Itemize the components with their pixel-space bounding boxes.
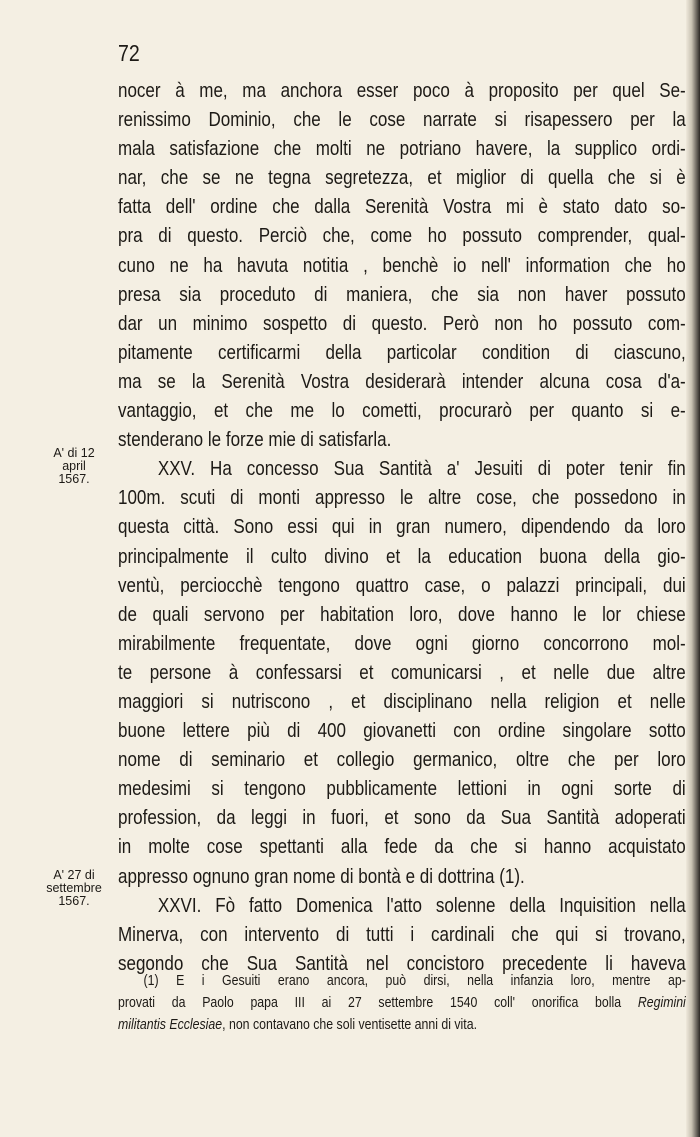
footnote-text: , non contavano che soli ventisette anni di vita. xyxy=(222,1017,478,1033)
margin-note-line: A' 27 di xyxy=(53,868,95,882)
section-heading-xxvi: XXVI. Fò fatto Domenica l'atto solenne della Inquisition nella xyxy=(157,893,686,917)
footnote-text: provati da Paolo papa III ai 27 settembre 1540 coll' onorifica bolla xyxy=(118,995,622,1011)
text-line: buone lettere più di 400 giovanetti con ordine singolare sotto xyxy=(118,719,686,743)
text-line: profession, da leggi in fuori, et sono da Sua Santità adoperati xyxy=(118,806,686,830)
text-line: questa città. Sono essi qui in gran numero, dipendendo da loro xyxy=(118,515,686,539)
footnote-line: (1) E i Gesuiti erano ancora, può dirsi, nella infanzia loro, mentre ap- xyxy=(143,973,686,989)
text-line: nome di seminario et collegio germanico, oltre che per loro xyxy=(118,748,686,772)
text-line: te persone à confessarsi et comunicarsi , et nelle due altre xyxy=(118,660,686,684)
text-line: nar, che se ne tegna segretezza, et miglior di quella che si è xyxy=(118,166,686,190)
margin-note-date-april xyxy=(34,447,114,486)
margin-note-line: 1567. xyxy=(58,894,90,908)
margin-note-line: A' di 12 xyxy=(53,446,95,460)
text-line: in molte cose spettanti alla fede da che si hanno acquistato xyxy=(118,835,686,859)
margin-note-line: settembre xyxy=(46,881,102,895)
text-line: 100m. scuti di monti appresso le altre cose, che possedono in xyxy=(118,486,686,510)
text-line: mirabilmente frequentate, dove ogni giorno concorrono mol- xyxy=(118,631,686,655)
section-heading-xxv: XXV. Ha concesso Sua Santità a' Jesuiti di poter tenir fin xyxy=(157,457,686,481)
text-line: pra di questo. Perciò che, come ho possuto comprender, qual- xyxy=(118,224,686,248)
text-line: pitamente certificarmi della particolar condition di ciascuno, xyxy=(118,340,686,364)
footnote-italic-text: militantis Ecclesiae xyxy=(118,1017,223,1033)
page-number: 72 xyxy=(118,40,140,66)
text-line: nocer à me, ma anchora esser poco à proposito per quel Se- xyxy=(118,79,686,102)
text-line: ventù, perciocchè tengono quattro case, o palazzi principali, dui xyxy=(118,573,686,597)
text-line: vantaggio, et che me lo cometti, procurarò per quanto si e- xyxy=(118,399,686,423)
text-line: dar un minimo sospetto di questo. Però non ho possuto com- xyxy=(118,311,686,335)
text-line: segondo che Sua Santità nel concistoro precedente li haveva xyxy=(118,951,686,975)
footnote-italic-text: Regimini xyxy=(637,995,686,1011)
text-line: maggiori si nutriscono , et disciplinano nella religion et nelle xyxy=(118,689,686,713)
body-text xyxy=(118,76,686,978)
text-line: fatta dell' ordine che dalla Serenità Vostra mi è stato dato so- xyxy=(118,195,686,219)
text-line: appresso ognuno gran nome di bontà e di dottrina (1). xyxy=(118,864,525,888)
text-line: cuno ne ha havuta notitia , benchè io nell' information che ho xyxy=(118,253,686,277)
margin-note-line: april xyxy=(62,459,86,473)
footnote-line xyxy=(118,992,686,1014)
text-line: principalmente il culto divino et la education buona della gio- xyxy=(118,544,686,568)
text-line: stenderano le forze mie di satisfarla. xyxy=(118,428,392,452)
text-line: mala satisfazione che molti ne potriano havere, la supplico ordi- xyxy=(118,137,686,161)
text-line: presa sia proceduto di maniera, che sia non haver possuto xyxy=(118,282,686,306)
footnote xyxy=(118,970,686,1036)
text-line: medesimi si tengono pubblicamente lettioni in ogni sorte di xyxy=(118,777,686,801)
page-edge-shadow xyxy=(686,0,700,1137)
text-line: ma se la Serenità Vostra desiderarà intender alcuna cosa d'a- xyxy=(118,369,686,393)
text-line: renissimo Dominio, che le cose narrate si risapessero per la xyxy=(118,108,686,132)
margin-note-date-september xyxy=(34,869,114,908)
text-line: de quali servono per habitation loro, dove hanno le lor chiese xyxy=(118,602,686,626)
margin-note-line: 1567. xyxy=(58,472,90,486)
text-line: Minerva, con intervento di tutti i cardinali che qui si trovano, xyxy=(118,922,686,946)
footnote-line xyxy=(118,1014,686,1036)
